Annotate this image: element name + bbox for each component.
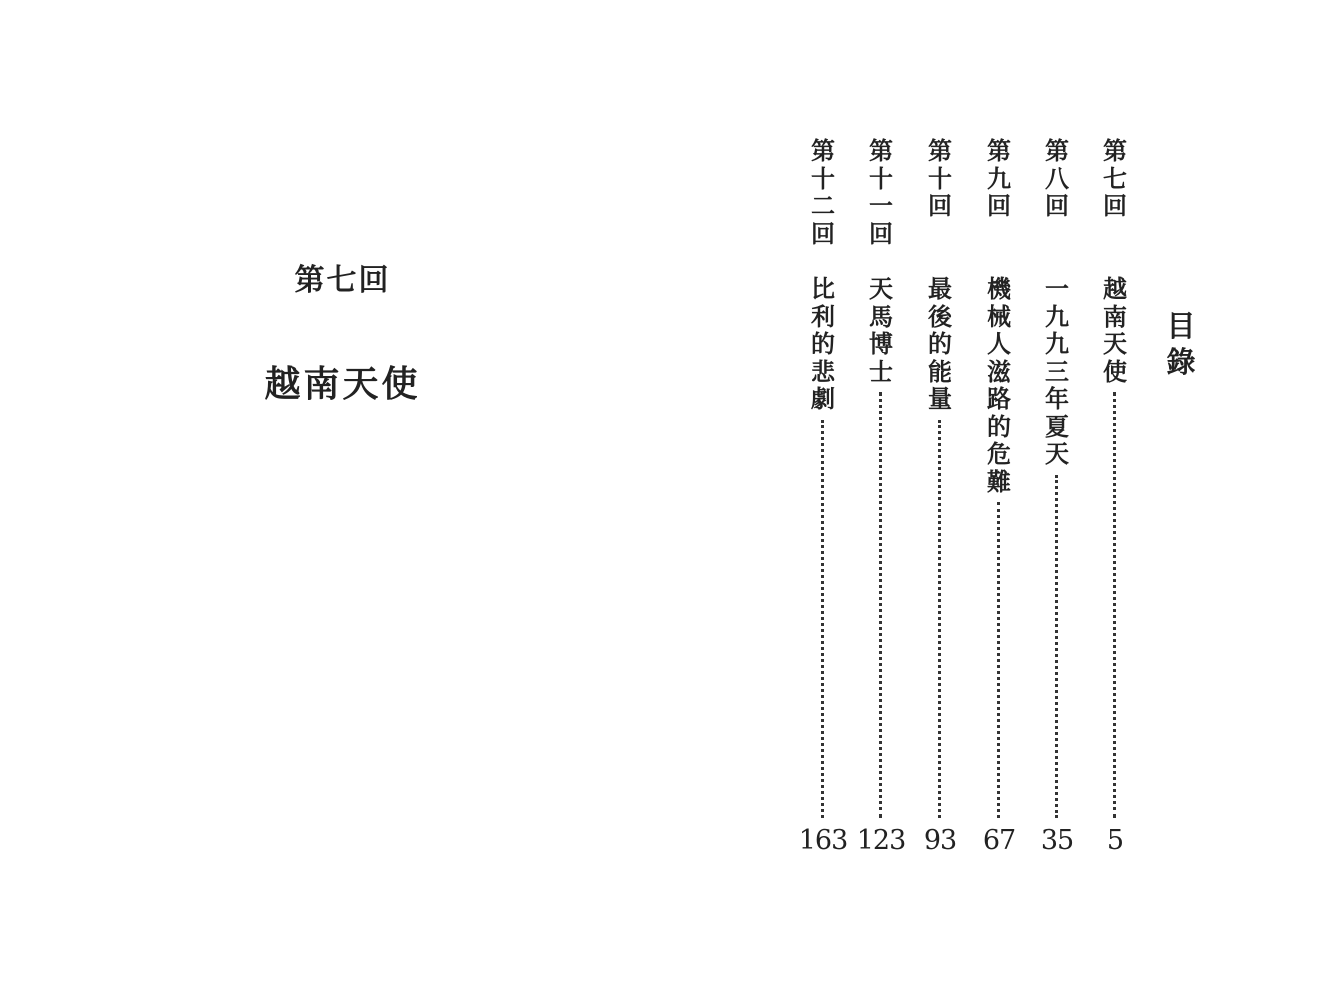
toc-entry-page-number: 67 [982, 825, 1016, 856]
toc-entry-page-number: 163 [798, 825, 848, 856]
toc-entry[interactable] [798, 137, 848, 858]
toc-entry-label: 第 十 回 [928, 137, 952, 220]
toc-entry-page-number: 5 [1106, 825, 1124, 856]
toc-entry-label: 第 九 回 [987, 137, 1011, 220]
toc-entry[interactable] [979, 138, 1019, 858]
toc-entry-label: 第 七 回 [1103, 137, 1127, 220]
toc-entry-title: 天 馬 博 士 [869, 275, 893, 386]
toc-heading-char: 目 [1166, 309, 1196, 343]
toc-entry-label: 第 十 二 回 [811, 137, 835, 248]
toc-entry-label: 第 十 一 回 [869, 137, 893, 248]
chapter-number: 第七回 [294, 263, 391, 298]
toc-entry-title: 一 九 九 三 年 夏 天 [1045, 275, 1069, 468]
toc-heading [1166, 308, 1196, 380]
toc-entry[interactable] [1095, 138, 1135, 858]
toc-leader-dots [879, 392, 882, 818]
toc-leader-dots [938, 420, 941, 819]
toc-leader-dots [997, 502, 1000, 818]
toc-entry-title: 機 械 人 滋 路 的 危 難 [987, 275, 1011, 496]
toc-leader-dots [1113, 392, 1116, 818]
toc-entry-page-number: 35 [1040, 825, 1074, 856]
toc-leader-dots [821, 420, 824, 819]
toc-entry[interactable] [920, 138, 960, 858]
toc-entry[interactable] [856, 137, 906, 858]
toc-entry-page-number: 123 [856, 825, 906, 856]
toc-entry-title: 比 利 的 悲 劇 [811, 275, 835, 413]
toc-entry-label: 第 八 回 [1045, 137, 1069, 220]
chapter-title: 越南天使 [264, 364, 421, 405]
toc-entry-page-number: 93 [923, 825, 957, 856]
toc-entry-title: 最 後 的 能 量 [928, 275, 952, 413]
toc-heading-char: 錄 [1166, 345, 1196, 379]
toc-entry-title: 越 南 天 使 [1103, 275, 1127, 386]
toc-leader-dots [1055, 475, 1058, 819]
toc-entry[interactable] [1037, 138, 1077, 858]
